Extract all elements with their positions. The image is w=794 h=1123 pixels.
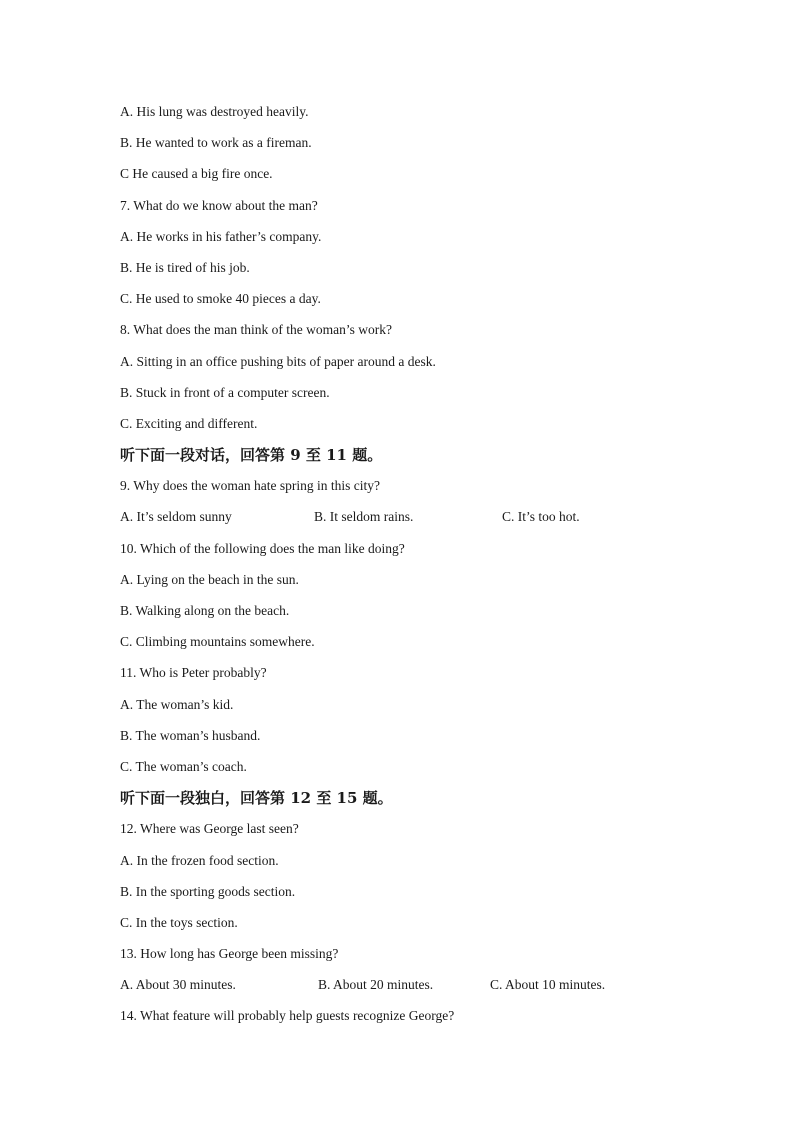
q7-option-b: B. He is tired of his job. <box>120 259 250 275</box>
q9-option-a: A. It’s seldom sunny <box>120 509 232 525</box>
q13-option-b: B. About 20 minutes. <box>318 977 434 993</box>
q9-question: 9. Why does the woman hate spring in this city? <box>120 478 380 494</box>
q10-option-b: B. Walking along on the beach. <box>120 603 290 618</box>
q10-question: 10. Which of the following does the man like doing? <box>120 540 405 556</box>
q7-question: 7. What do we know about the man? <box>120 197 318 213</box>
q10-option-c: C. Climbing mountains somewhere. <box>120 634 315 650</box>
q8-option-b: B. Stuck in front of a computer screen. <box>120 384 330 400</box>
q8-option-c: C. Exciting and different. <box>120 415 258 431</box>
section-heading-9-11: 听下面一段对话，回答第 9 至 11 题。 <box>120 446 383 465</box>
q7-option-a: A. He works in his father’s company. <box>120 228 322 244</box>
exam-page <box>120 102 720 1038</box>
q14-question: 14. What feature will probably help guests recognize George? <box>120 1008 455 1024</box>
q12-question: 12. Where was George last seen? <box>120 821 299 837</box>
q13-option-a: A. About 30 minutes. <box>120 977 236 993</box>
q6-option-b: B. He wanted to work as a fireman. <box>120 135 312 151</box>
q11-option-a: A. The woman’s kid. <box>120 696 234 712</box>
q13-options <box>120 975 720 1006</box>
q9-option-c: C. It’s too hot. <box>502 509 580 525</box>
q12-option-c: C. In the toys section. <box>120 914 238 930</box>
q13-question: 13. How long has George been missing? <box>120 946 339 962</box>
q10-option-a: A. Lying on the beach in the sun. <box>120 571 299 587</box>
q13-option-c: C. About 10 minutes. <box>490 977 606 993</box>
q6-option-a: A. His lung was destroyed heavily. <box>120 104 309 119</box>
q8-question: 8. What does the man think of the woman’s work? <box>120 322 392 338</box>
q6-option-c: C He caused a big fire once. <box>120 166 273 182</box>
q7-option-c: C. He used to smoke 40 pieces a day. <box>120 291 321 307</box>
q8-option-a: A. Sitting in an office pushing bits of paper around a desk. <box>120 353 436 369</box>
q12-option-a: A. In the frozen food section. <box>120 852 279 868</box>
q11-question: 11. Who is Peter probably? <box>120 665 267 681</box>
q11-option-c: C. The woman’s coach. <box>120 758 247 774</box>
q9-option-b: B. It seldom rains. <box>314 509 414 525</box>
q12-option-b: B. In the sporting goods section. <box>120 883 296 899</box>
q9-options <box>120 507 720 538</box>
q11-option-b: B. The woman’s husband. <box>120 727 261 743</box>
section-heading-12-15: 听下面一段独白，回答第 12 至 15 题。 <box>120 789 393 808</box>
